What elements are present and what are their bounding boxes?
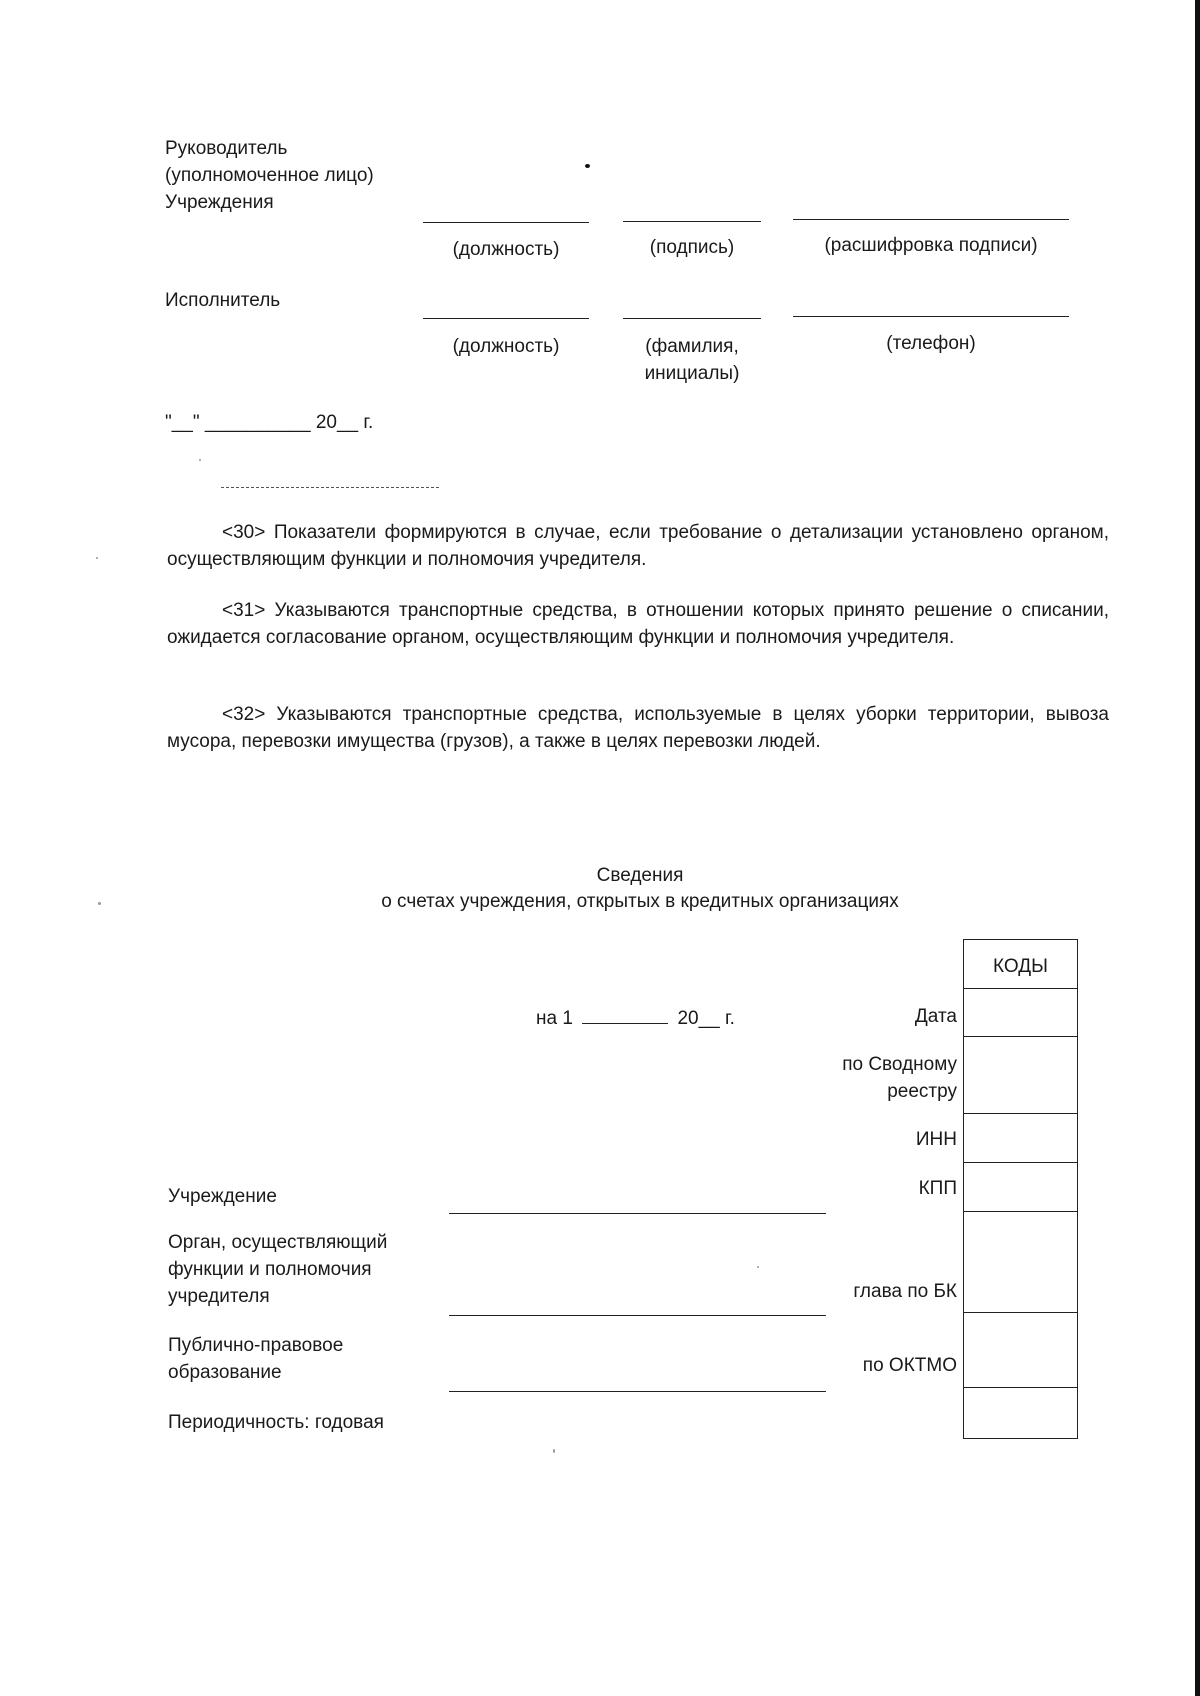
scan-speck [757,1266,759,1268]
report-date [536,1005,735,1032]
exec-caption-phone: (телефон) [886,333,976,354]
scan-speck [96,557,98,559]
field-public-entity-line-text: образование [168,1362,282,1383]
field-public-entity-label [168,1332,343,1386]
code-label-inn: ИНН [915,1129,957,1150]
field-institution-label: Учреждение [168,1186,277,1207]
field-institution-line[interactable] [449,1213,826,1214]
report-date-blank[interactable] [582,1005,668,1024]
field-authority-line-text: функции и полномочия [168,1259,372,1280]
codes-table [963,939,1078,1439]
code-label-kpp: КПП [918,1178,957,1199]
code-cell-kpp[interactable] [964,1163,1077,1211]
field-authority-label [168,1229,387,1310]
code-label-bk: глава по БК [853,1281,957,1302]
code-cell-registry[interactable] [964,1037,1077,1113]
code-cell-bk[interactable] [964,1212,1077,1312]
scan-speck [553,1449,555,1453]
ink-dot [585,164,590,168]
field-periodicity: Периодичность: годовая [168,1412,384,1433]
head-caption-position: (должность) [452,239,560,260]
code-label-date: Дата [914,1006,957,1027]
head-signature-line[interactable] [623,221,761,222]
head-position-line[interactable] [423,222,589,223]
code-label-oktmo: по ОКТМО [862,1355,957,1376]
exec-phone-line[interactable] [793,316,1069,317]
footnote-30: <30> Показатели формируются в случае, если требование о детализации установлено органом, осуществляющим функции и полномочия учредителя. [167,522,1109,570]
exec-caption-position: (должность) [452,336,560,357]
form-title: Сведения [596,865,684,886]
head-decode-line[interactable] [793,219,1069,220]
head-caption-signature: (подпись) [649,237,735,258]
codes-header: КОДЫ [993,956,1048,977]
footnote-32: <32> Указываются транспортные средства, используемые в целях уборки территории, вывоза мусора, перевозки имущества (грузов), а также в целях перевозки людей. [167,704,1109,752]
code-label-registry [842,1051,957,1105]
exec-name-line[interactable] [623,318,761,319]
head-label [165,135,374,216]
report-date-suffix: 20__ г. [677,1008,735,1029]
head-label-line: Руководитель [165,138,288,159]
footnote-separator [221,487,439,488]
exec-position-line[interactable] [423,318,589,319]
executor-label: Исполнитель [165,290,281,311]
signature-date: "__" __________ 20__ г. [165,412,374,433]
code-cell-oktmo[interactable] [964,1313,1077,1387]
field-public-entity-line[interactable] [449,1391,826,1392]
scan-edge [1195,0,1200,1696]
field-authority-line[interactable] [449,1315,826,1316]
exec-caption-name [623,333,761,387]
code-label-registry-line: реестру [887,1081,957,1102]
code-cell-date[interactable] [964,989,1077,1036]
field-authority-line-text: Орган, осуществляющий [168,1232,388,1253]
scan-speck [199,459,201,461]
code-cell-periodicity[interactable] [964,1388,1077,1438]
exec-caption-name-line: инициалы) [644,363,740,384]
exec-caption-name-line: (фамилия, [645,336,739,357]
field-public-entity-line-text: Публично-правовое [168,1335,344,1356]
form-subtitle: о счетах учреждения, открытых в кредитных организациях [381,891,899,912]
code-cell-inn[interactable] [964,1114,1077,1162]
head-caption-decode: (расшифровка подписи) [824,235,1038,256]
head-label-line: Учреждения [165,192,274,213]
head-label-line: (уполномоченное лицо) [165,165,374,186]
code-label-registry-line: по Сводному [842,1054,957,1075]
footnote-31: <31> Указываются транспортные средства, в отношении которых принято решение о списании, ожидается согласование органом, осуществляющим функции и полномочия учредителя. [167,600,1109,648]
scan-speck [98,902,101,905]
field-authority-line-text: учредителя [168,1286,270,1307]
report-date-prefix: на 1 [536,1008,573,1029]
